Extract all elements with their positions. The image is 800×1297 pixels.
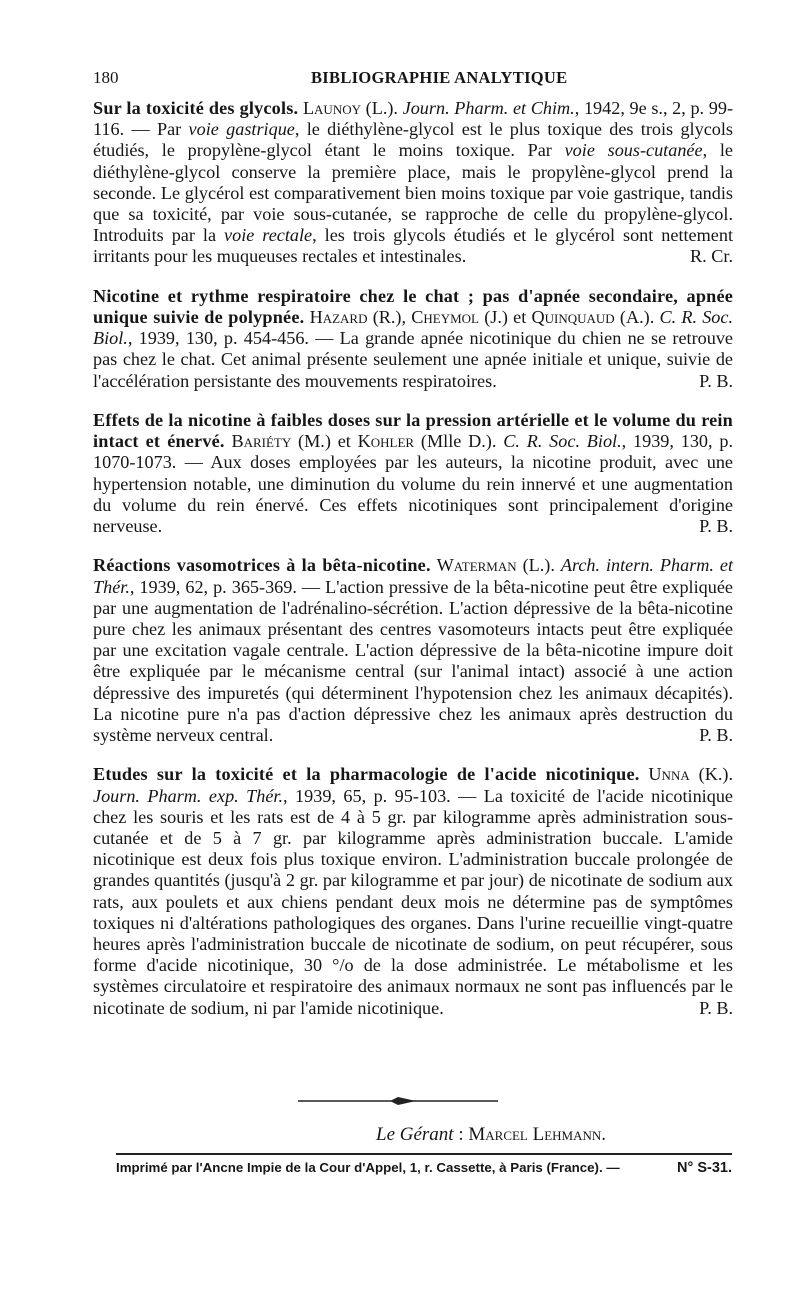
entry-author: Unna	[648, 764, 690, 785]
entry-signature: P. B.	[699, 370, 733, 391]
entry-journal: Journ. Pharm. et Chim.	[402, 98, 575, 118]
entry-text: , les trois glycols étudiés et le glycérol sont nettement irritants pour les muqueuses rectales et intestinales.	[93, 225, 733, 267]
entry-citation: , 1942, 9e s., 2, p. 99-116. — Par	[93, 98, 734, 140]
entry-author: Bariéty	[231, 431, 292, 452]
printer-imprint	[116, 1160, 732, 1176]
entry-author: Kohler	[357, 431, 415, 452]
entry-author: Quinquaud	[531, 307, 615, 328]
entry-author: Launoy	[302, 98, 361, 118]
entry-emphasis: voie rectale	[224, 225, 313, 246]
footer-rule	[116, 1153, 732, 1155]
entry-text: , le diéthylène-glycol conserve la première place, mais le propylène-glycol prend la seconde. Le glycérol est comparativement bien moins toxique par voie gastrique, tandis que sa toxicité, par voie sous-cutanée, se rapproche de celle du propylène-glycol. Introduits par la	[93, 140, 733, 246]
entry-journal: C. R. Soc. Biol.	[503, 431, 622, 452]
bibliography-entry	[93, 98, 733, 268]
entry-author-initial: (M.) et	[291, 431, 358, 452]
entry-emphasis: voie gastrique	[188, 119, 295, 140]
running-title: BIBLIOGRAPHIE ANALYTIQUE	[311, 68, 568, 87]
page-number: 180	[93, 68, 119, 87]
entry-author-initial: (A.).	[614, 307, 660, 328]
page-body	[93, 68, 733, 1030]
bibliography-entry	[93, 286, 733, 392]
print-code: N° S-31.	[677, 1160, 732, 1176]
entry-title: Etudes sur la toxicité et la pharmacologie de l'acide nicotinique.	[93, 764, 640, 785]
entry-text: , 1939, 62, p. 365-369. — L'action pressive de la bêta-nicotine peut être expliquée par une augmentation de l'adrénalino-sécrétion. L'action dépressive de la bêta-nicotine pure chez les animaux présentant des centres vasomoteurs intacts peut être expliquée par une excitation vagale centrale. L'action dépressive de la bêta-nicotine impure doit être expliquée par le mécanisme central (sur l'animal intact) associé à une action dépressive des impuretés (qui déterminent l'hypotension chez les animaux décapités). La nicotine pure n'a pas d'action dépressive chez les animaux après destruction du système nerveux central.	[93, 576, 733, 746]
entry-author-initial: (L.).	[516, 555, 561, 576]
entry-text: , le diéthylène-glycol est le plus toxique des trois glycols étudiés, le propylène-glycol étant le moins toxique. Par	[93, 119, 733, 161]
bibliography-entry	[93, 764, 733, 1018]
entry-journal: C. R. Soc. Biol.	[93, 307, 734, 349]
bibliography-entry	[93, 555, 733, 746]
printer-text: Imprimé par l'Ancne Impie de la Cour d'Appel, 1, r. Cassette, à Paris (France). —	[116, 1160, 620, 1175]
entry-title: Effets de la nicotine à faibles doses sur la pression artérielle et le volume du rein intact et énervé.	[93, 410, 733, 452]
entry-title: Sur la toxicité des glycols.	[93, 98, 299, 118]
gerant-label: Le Gérant	[376, 1124, 454, 1145]
entry-journal: Journ. Pharm. exp. Thér.	[93, 785, 284, 806]
entry-author: Cheymol	[411, 307, 479, 328]
entry-signature: P. B.	[699, 516, 733, 537]
entry-journal: Arch. intern. Pharm. et Thér.	[93, 555, 734, 597]
entry-author-initial: (J.) et	[479, 307, 532, 328]
entry-author-initial: (Mlle D.).	[414, 431, 504, 452]
entry-author: Hazard	[309, 307, 368, 328]
bibliography-entry	[93, 410, 733, 537]
entry-text: , 1939, 130, p. 454-456. — La grande apnée nicotinique du chien ne se retrouve pas chez le chat. Cet animal présente seulement une apnée initiale et unique, suivie de l'accélération persistante des mouvements respiratoires.	[93, 328, 733, 391]
page-header	[93, 68, 733, 92]
gerant-name: Marcel Lehmann.	[468, 1124, 607, 1145]
entry-title: Nicotine et rythme respiratoire chez le chat ; pas d'apnée secondaire, apnée unique suivie de polypnée.	[93, 285, 733, 328]
entry-author-initial: (L.).	[361, 98, 403, 118]
entry-author: Waterman	[436, 555, 517, 576]
gerant-line	[376, 1124, 606, 1146]
entry-signature: P. B.	[699, 997, 733, 1018]
ornamental-divider	[298, 1095, 498, 1107]
gerant-separator: :	[453, 1124, 469, 1145]
entry-text: , 1939, 65, p. 95-103. — La toxicité de l'acide nicotinique chez les souris et les rats est de 4 à 5 gr. par kilogramme après administration sous-cutanée et de 5 à 7 gr. par kilogramme après administration buccale. L'amide nicotinique est deux fois plus toxique environ. L'administration buccale prolongée de grandes quantités (jusqu'à 2 gr. par kilogramme et par jour) de nicotinate de sodium aux rats, aux poulets et aux chiens pendant deux mois ne détermine pas de symptômes toxiques ni d'altérations pathologiques des organes. Dans l'urine recueillie vingt-quatre heures après l'administration buccale de nicotinate de sodium, on peut récupérer, sous forme d'acide nicotinique, 30 °/o de la dose administrée. Le métabolisme et les systèmes circulatoire et respiratoire des animaux normaux ne sont pas influencés par le nicotinate de sodium, ni par l'amide nicotinique.	[93, 785, 733, 1018]
entry-author-initial: (K.).	[689, 764, 734, 785]
entry-text: , 1939, 130, p. 1070-1073. — Aux doses employées par les auteurs, la nicotine produit, avec une hypertension notable, une diminution du volume du rein innervé et une augmentation du volume du rein énervé. Ces effets nicotiniques sont principalement d'origine nerveuse.	[93, 431, 734, 537]
entry-signature: P. B.	[699, 725, 733, 746]
entry-title: Réactions vasomotrices à la bêta-nicotine.	[93, 555, 431, 576]
entry-emphasis: voie sous-cutanée	[564, 140, 703, 161]
entry-signature: R. Cr.	[690, 246, 733, 267]
entry-author-initial: (R.),	[367, 307, 412, 328]
